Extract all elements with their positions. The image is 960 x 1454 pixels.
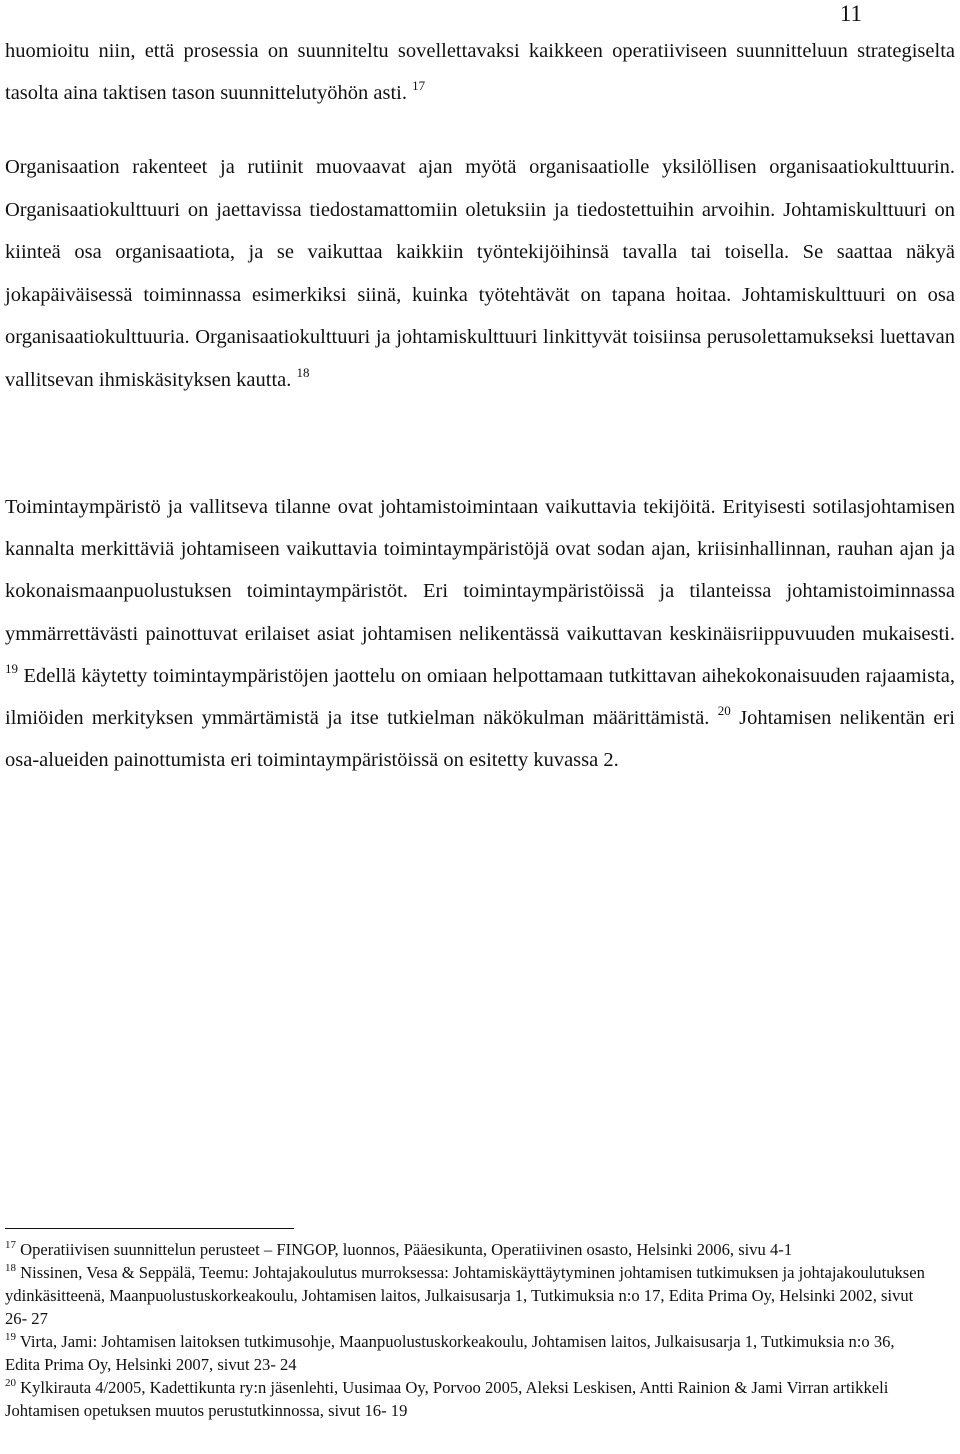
footnote-20 — [5, 1376, 926, 1422]
paragraph-1 — [5, 30, 955, 114]
footnote-18 — [5, 1261, 926, 1330]
footnote-number: 18 — [5, 1262, 16, 1274]
footnote-separator — [5, 1228, 294, 1229]
footnote-ref-20[interactable]: 20 — [717, 703, 731, 719]
footnote-text: Virta, Jami: Johtamisen laitoksen tutkimusohje, Maanpuolustuskorkeakoulu, Johtamisen laitos, Julkaisusarja 1, Tutkimuksia n:o 36, Edita Prima Oy, Helsinki 2007, sivut 23- 24 — [5, 1332, 895, 1374]
footnote-number: 17 — [5, 1239, 16, 1251]
footnote-ref-17[interactable]: 17 — [412, 78, 426, 93]
footnote-ref-19[interactable]: 19 — [5, 660, 18, 676]
paragraph-3 — [5, 486, 955, 781]
paragraph-2-text: Organisaation rakenteet ja rutiinit muovaavat ajan myötä organisaatiolle yksilöllisen organisaatiokulttuurin. Organisaatiokulttuuri on jaettavissa tiedostamattomiin oletuksiin ja tiedostettuihin arvoihin. Johtamiskulttuuri on kiinteä osa organisaatiota, ja se vaikuttaa kaikkiin työntekijöihinsä tavalla tai toisella. Se saattaa näkyä jokapäiväisessä toiminnassa esimerkiksi siinä, kuinka työtehtävät on tapana hoitaa. Johtamiskulttuuri on osa organisaatiokulttuuria. Organisaatiokulttuuri ja johtamiskulttuuri linkittyvät toisiinsa perusolettamukseksi luettavan vallitsevan ihmiskäsityksen kautta. — [5, 156, 955, 391]
paragraph-3-text-a: Toimintaympäristö ja vallitseva tilanne ovat johtamistoimintaan vaikuttavia tekijöitä. Erityisesti sotilasjohtamisen kannalta merkittäviä johtamiseen vaikuttavia toimintaympäristöjä ovat sodan ajan, kriisinhallinnan, rauhan ajan ja kokonaismaanpuolustuksen toimintaympäristöt. Eri toimintaympäristöissä ja tilanteissa johtamistoiminnassa ymmärrettävästi painottuvat erilaiset asiat johtamisen nelikentässä vaikuttavan keskinäisriippuvuuden mukaisesti. — [5, 496, 955, 645]
paragraph-2 — [5, 146, 955, 401]
footnotes — [5, 1238, 926, 1422]
page-number: 11 — [839, 1, 862, 26]
paragraph-1-text: huomioitu niin, että prosessia on suunniteltu sovellettavaksi kaikkeen operatiiviseen suunnitteluun strategiselta tasolta aina taktisen tason suunnittelutyöhön asti. — [5, 40, 955, 104]
paragraph-3-text-c: Johtamisen nelikentän eri osa-alueiden painottumista eri toimintaympäristöissä on esitetty kuvassa 2. — [5, 707, 955, 772]
footnote-number: 20 — [5, 1377, 16, 1389]
footnote-17 — [5, 1238, 926, 1261]
paragraph-3-text-b: Edellä käytetty toimintaympäristöjen jaottelu on omiaan helpottamaan tutkittavan aihekokonaisuuden rajaamista, ilmiöiden merkityksen ymmärtämistä ja itse tutkielman näkökulman määrittämistä. — [5, 664, 955, 730]
footnote-19 — [5, 1330, 926, 1376]
footnote-text: Kylkirauta 4/2005, Kadettikunta ry:n jäsenlehti, Uusimaa Oy, Porvoo 2005, Aleksi Leskisen, Antti Rainion & Jami Virran artikkeli Johtamisen opetuksen muutos perustutkinnossa, sivut 16- 19 — [5, 1378, 889, 1420]
footnote-ref-18[interactable]: 18 — [296, 364, 310, 380]
footnote-number: 19 — [5, 1331, 16, 1343]
footnote-text: Operatiivisen suunnittelun perusteet – FINGOP, luonnos, Pääesikunta, Operatiivinen osasto, Helsinki 2006, sivu 4-1 — [16, 1240, 793, 1259]
footnote-text: Nissinen, Vesa & Seppälä, Teemu: Johtajakoulutus murroksessa: Johtamiskäyttäytyminen johtamisen tutkimuksen ja johtajakoulutuksen ydinkäsitteenä, Maanpuolustuskorkeakoulu, Johtamisen laitos, Julkaisusarja 1, Tutkimuksia n:o 17, Edita Prima Oy, Helsinki 2002, sivut 26- 27 — [5, 1263, 925, 1328]
